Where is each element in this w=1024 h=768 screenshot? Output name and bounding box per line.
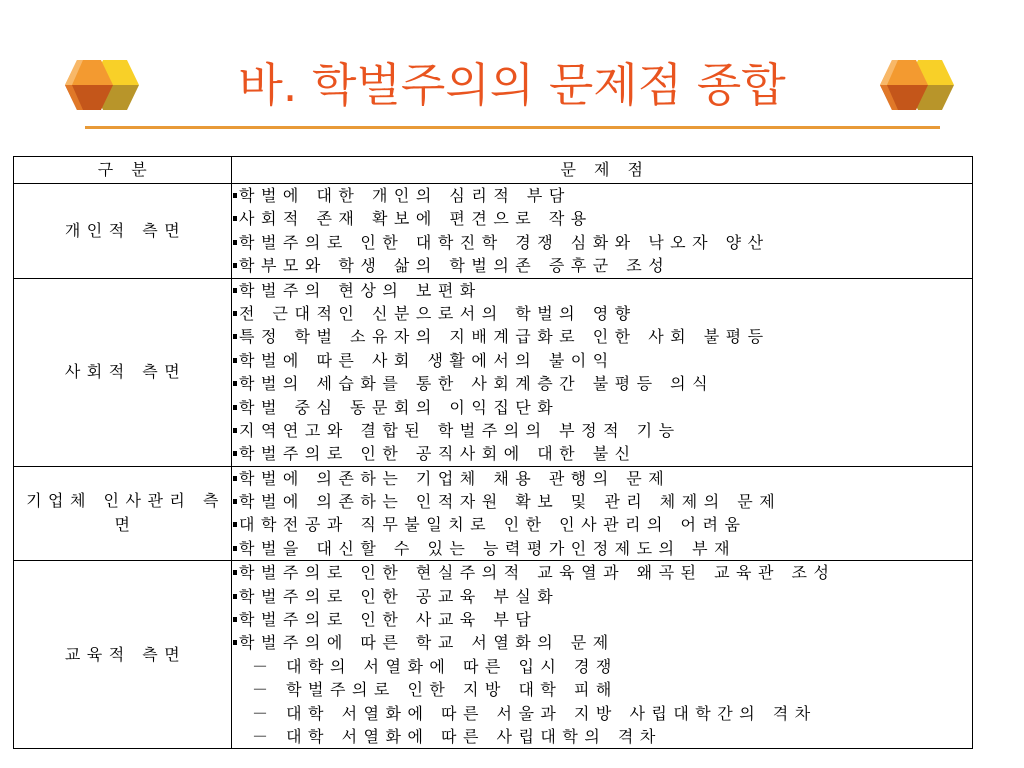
problems-cell [232,278,973,466]
problem-item: 학벌주의 현상의 보편화 [232,279,972,302]
header-problems: 문 제 점 [232,157,973,184]
problem-item: 학벌 중심 동문회의 이익집단화 [232,396,972,419]
problem-item: 학벌에 대한 개인의 심리적 부담 [232,184,972,207]
problem-item: 전 근대적인 신분으로서의 학벌의 영향 [232,302,972,325]
problems-cell [232,466,973,561]
problem-item: 학벌에 의존하는 인적자원 확보 및 관리 체제의 문제 [232,490,972,513]
problem-item: 특정 학벌 소유자의 지배계급화로 인한 사회 불평등 [232,325,972,348]
problems-cell [232,184,973,279]
table-row [14,466,973,561]
problem-item: 지역연고와 결합된 학벌주의의 부정적 기능 [232,419,972,442]
problem-item: 학벌주의로 인한 사교육 부담 [232,608,972,631]
problem-item: 학벌에 의존하는 기업체 채용 관행의 문제 [232,467,972,490]
header-category: 구 분 [14,157,232,184]
left-gem-icon [63,58,141,112]
problem-item: 학벌주의로 인한 현실주의적 교육열과 왜곡된 교육관 조성 [232,561,972,584]
table-row [14,278,973,466]
problem-subitem: － 대학 서열화에 따른 사립대학의 격차 [252,726,662,746]
problem-subitem: － 대학의 서열화에 따른 입시 경쟁 [252,656,618,676]
problem-item: 대학전공과 직무불일치로 인한 인사관리의 어려움 [232,513,972,536]
problem-item: 학벌주의에 따른 학교 서열화의 문제 [232,631,972,654]
table-header-row [14,157,973,184]
problem-item: 학벌주의로 인한 공직사회에 대한 불신 [232,442,972,465]
category-cell: 사회적 측면 [14,278,232,466]
problem-item: 학벌주의로 인한 공교육 부실화 [232,585,972,608]
problem-item: 학벌을 대신할 수 있는 능력평가인정제도의 부재 [232,537,972,560]
category-cell: 기업체 인사관리 측면 [14,466,232,561]
category-cell: 교육적 측면 [14,561,232,749]
table-row [14,184,973,279]
problem-subitem: － 대학 서열화에 따른 서울과 지방 사립대학간의 격차 [252,703,817,723]
problem-item: 학벌에 따른 사회 생활에서의 불이익 [232,349,972,372]
problem-subitem: － 학벌주의로 인한 지방 대학 피해 [252,680,618,700]
right-gem-icon [878,58,956,112]
problems-cell [232,561,973,749]
problem-summary-table [13,156,973,749]
problem-item: 학부모와 학생 삶의 학벌의존 증후군 조성 [232,254,972,277]
problem-item: 학벌의 세습화를 통한 사회계층간 불평등 의식 [232,372,972,395]
problem-item: 사회적 존재 확보에 편견으로 작용 [232,207,972,230]
title-underline [85,126,940,129]
table-row [14,561,973,749]
problem-item: 학벌주의로 인한 대학진학 경쟁 심화와 낙오자 양산 [232,231,972,254]
slide-title: 바. 학벌주의의 문제점 종합 [238,58,786,112]
category-cell: 개인적 측면 [14,184,232,279]
